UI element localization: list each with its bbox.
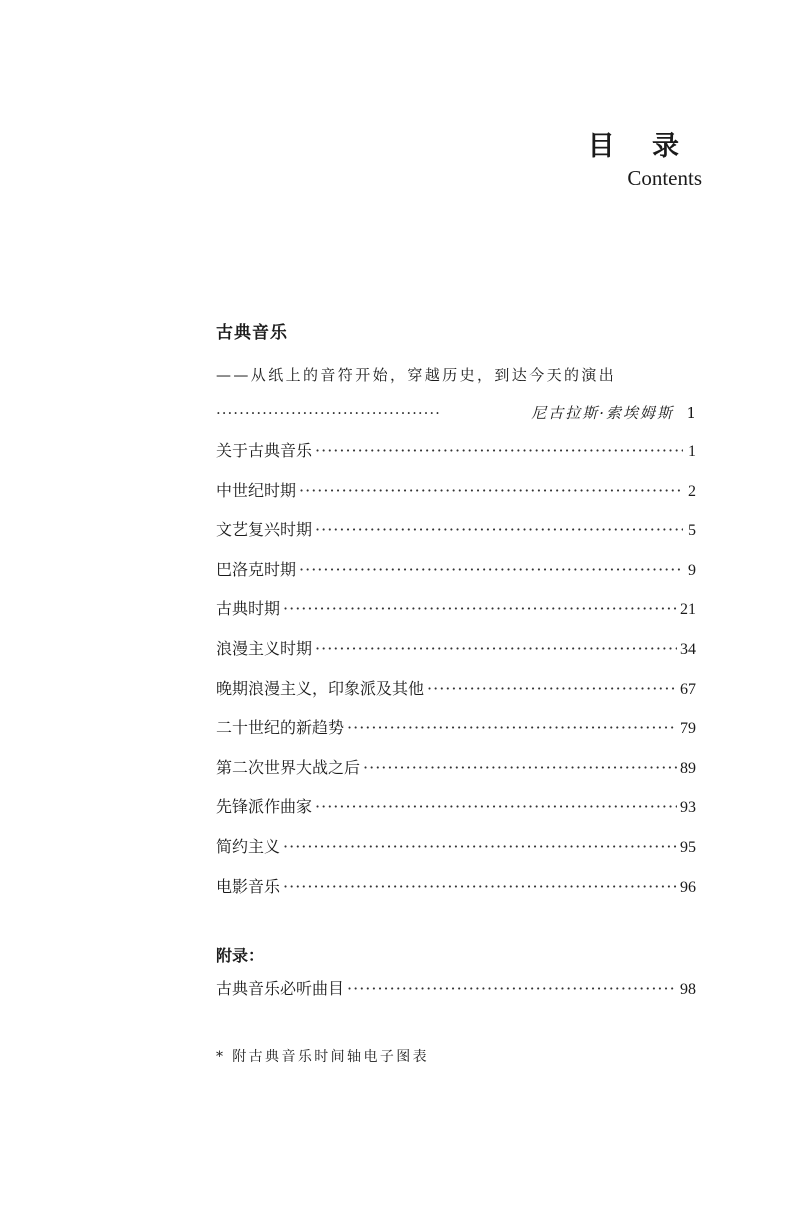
page-title: 目 录 — [587, 131, 693, 162]
toc-entry[interactable] — [216, 676, 696, 716]
leader-dots — [299, 560, 683, 579]
appendix-list — [216, 976, 696, 1016]
toc-entry-label: 二十世纪的新趋势 — [216, 718, 345, 738]
page-number: 34 — [680, 640, 696, 658]
toc-entry[interactable] — [216, 636, 696, 676]
toc-entry-label: 晚期浪漫主义，印象派及其他 — [216, 678, 425, 698]
leader-dots — [283, 877, 677, 896]
toc-entry-label: 中世纪时期 — [216, 480, 297, 500]
appendix-heading: 附录： — [216, 946, 265, 965]
leader-dots — [283, 599, 677, 618]
leader-dots — [315, 797, 677, 816]
footnote: * 附古典音乐时间轴电子图表 — [216, 1049, 430, 1065]
page-number: 1 — [686, 404, 696, 422]
leader-dots — [315, 520, 683, 539]
toc-entry[interactable] — [216, 715, 696, 755]
page-number: 95 — [680, 838, 696, 856]
leader-dots — [363, 758, 677, 777]
page-number: 2 — [688, 482, 696, 500]
toc-entry-label: 第二次世界大战之后 — [216, 757, 361, 777]
toc-entry-label: 古典时期 — [216, 599, 281, 619]
toc-entry-label: 电影音乐 — [216, 876, 281, 896]
page-number: 9 — [688, 561, 696, 579]
leader-dots — [347, 718, 677, 737]
section-heading: 古典音乐 — [216, 323, 288, 343]
page-number: 1 — [688, 443, 696, 460]
page-number: 93 — [680, 799, 696, 817]
toc-entry[interactable] — [216, 438, 696, 478]
leader-dots: ······································· — [216, 404, 441, 422]
toc-entry-label: 文艺复兴时期 — [216, 520, 313, 540]
author-entry[interactable] — [216, 402, 696, 423]
leader-dots — [315, 639, 677, 658]
toc-entry[interactable] — [216, 874, 696, 914]
section-subtitle: ——从纸上的音符开始，穿越历史，到达今天的演出 — [216, 366, 617, 384]
toc-entry[interactable] — [216, 478, 696, 518]
author-name: 尼古拉斯·索埃姆斯 — [531, 404, 674, 422]
toc-list — [216, 438, 696, 913]
leader-dots — [315, 441, 683, 460]
toc-entry[interactable] — [216, 834, 696, 874]
page-number: 67 — [680, 680, 696, 698]
toc-entry[interactable] — [216, 976, 696, 1016]
leader-dots — [283, 837, 677, 856]
page-number: 21 — [680, 601, 696, 619]
page-number: 5 — [688, 522, 696, 540]
toc-entry-label: 先锋派作曲家 — [216, 797, 313, 817]
page-number: 96 — [680, 878, 696, 896]
toc-entry[interactable] — [216, 794, 696, 834]
leader-dots — [347, 979, 677, 998]
toc-entry[interactable] — [216, 596, 696, 636]
toc-entry-label: 浪漫主义时期 — [216, 638, 313, 658]
page-subtitle-english: Contents — [627, 166, 702, 190]
toc-entry-label: 简约主义 — [216, 836, 281, 856]
toc-entry-label: 关于古典音乐 — [216, 441, 313, 460]
toc-entry-label: 古典音乐必听曲目 — [216, 979, 345, 998]
toc-entry[interactable] — [216, 755, 696, 795]
toc-entry[interactable] — [216, 517, 696, 557]
page-number: 89 — [680, 759, 696, 777]
toc-entry-label: 巴洛克时期 — [216, 559, 297, 579]
toc-entry[interactable] — [216, 557, 696, 597]
leader-dots — [427, 679, 677, 698]
page-number: 79 — [680, 720, 696, 738]
leader-dots — [299, 481, 683, 500]
page-number: 98 — [680, 981, 696, 998]
